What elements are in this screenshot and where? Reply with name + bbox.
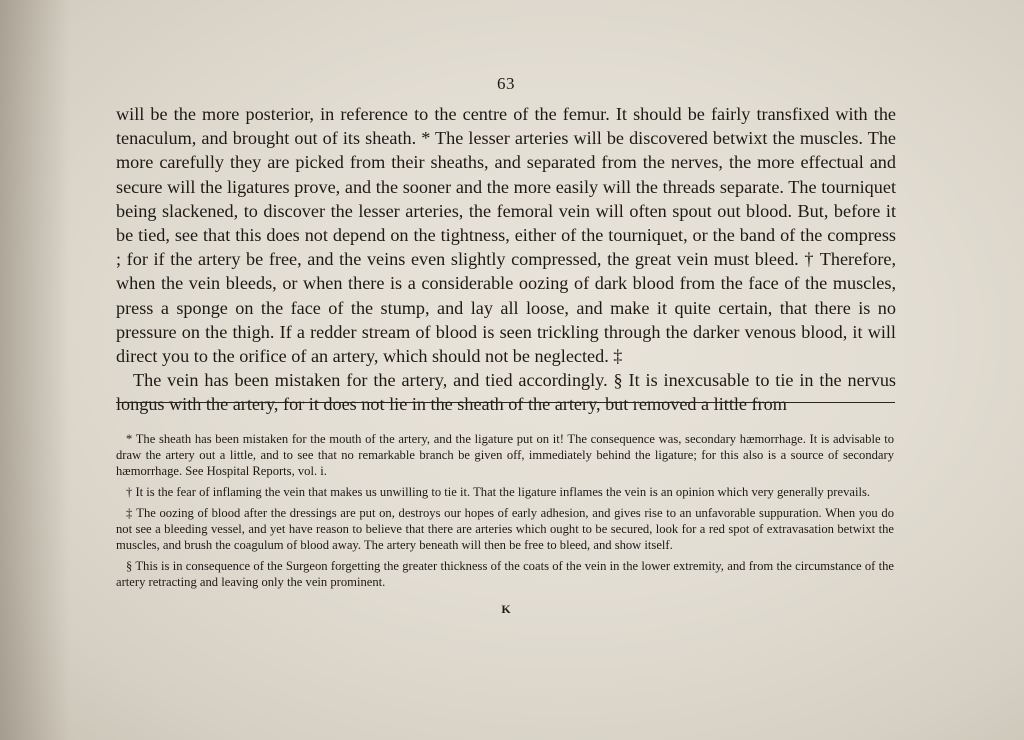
footnote: § This is in consequence of the Surgeon forgetting the greater thickness of the coats of the vein in the lower extremity, and from the circumstance of the artery retracting and leaving only the vein prominent. — [116, 559, 894, 589]
footnote: * The sheath has been mistaken for the mouth of the artery, and the ligature put on it! The consequence was, secondary hæmorrhage. It is advisable to draw the artery out a little, and to see that no remarkable branch be given off, immediately behind the ligature; for this also is a source of secondary hæmorrhage. See Hospital Reports, vol. i. — [116, 432, 894, 478]
binding-shadow — [0, 0, 70, 740]
body-paragraph: The vein has been mistaken for the artery, and tied accordingly. § It is inexcusable to tie in the nervus longus with the artery, for it does not lie in the sheath of the artery, but removed a little from — [116, 370, 896, 415]
footnotes — [116, 431, 894, 595]
footnote-divider — [116, 402, 895, 403]
signature-mark: K — [501, 602, 511, 616]
page-number: 63 — [497, 74, 515, 93]
main-text — [116, 102, 896, 417]
footnote: ‡ The oozing of blood after the dressings are put on, destroys our hopes of early adhesion, and gives rise to an unfavorable suppuration. When you do not see a bleeding vessel, and yet have reason to believe that there are arteries which ought to be secured, look for a red spot of extravasation betwixt the muscles, and brush the coagulum of blood away. The artery beneath will then be free to bleed, and show itself. — [116, 506, 894, 552]
footnote: † It is the fear of inflaming the vein that makes us unwilling to tie it. That the ligature inflames the vein is an opinion which very generally prevails. — [126, 485, 871, 499]
body-paragraph: will be the more posterior, in reference to the centre of the femur. It should be fairly transfixed with the tenaculum, and brought out of its sheath. * The lesser arteries will be discovered betwixt the muscles. The more carefully they are picked from their sheaths, and separated from the nerves, the more effectual and secure will the ligatures prove, and the sooner and the more easily will the threads separate. The tourniquet being slackened, to discover the lesser arteries, the femoral vein will often spout out blood. But, before it be tied, see that this does not depend on the tightness, either of the tourniquet, or the band of the compress ; for if the artery be free, and the veins even slightly compressed, the great vein must bleed. † Therefore, when the vein bleeds, or when there is a considerable oozing of dark blood from the face of the muscles, press a sponge on the face of the stump, and lay all loose, and make it quite certain, that there is no pressure on the thigh. If a redder stream of blood is seen trickling through the darker venous blood, it will direct you to the orifice of an artery, which should not be neglected. ‡ — [116, 104, 896, 367]
